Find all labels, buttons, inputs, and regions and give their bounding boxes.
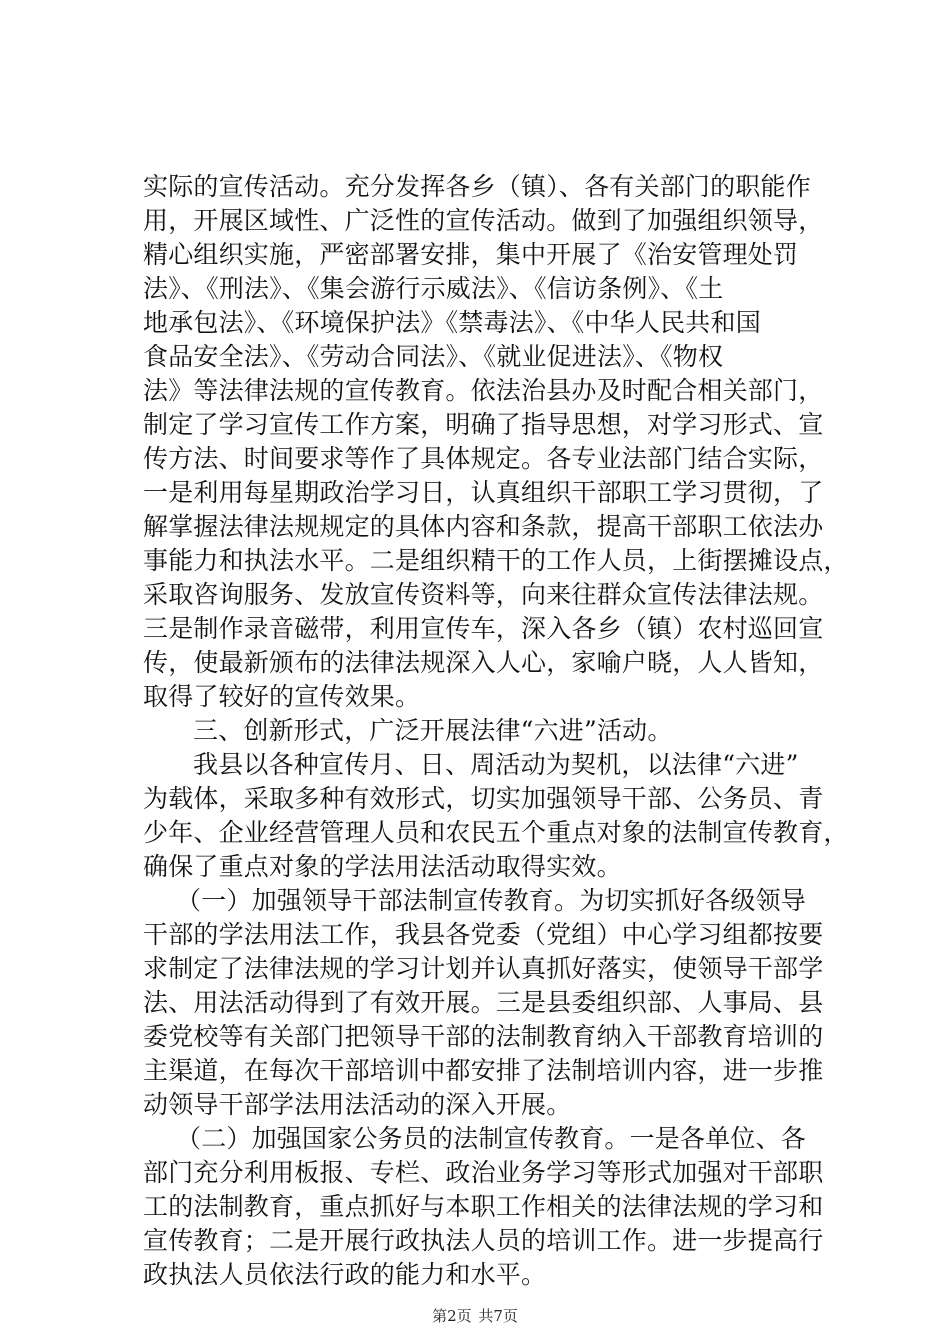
- text-line: 用，开展区域性、广泛性的宣传活动。做到了加强组织领导，: [143, 206, 824, 235]
- text-line: 采取咨询服务、发放宣传资料等，向来往群众宣传法律法规。: [143, 580, 824, 609]
- text-line: 事能力和执法水平。二是组织精干的工作人员，上街摆摊设点，: [143, 546, 849, 575]
- page-total: 共7页: [478, 1307, 518, 1325]
- text-line: 一是利用每星期政治学习日，认真组织干部职工学习贯彻，了: [143, 478, 824, 507]
- page-footer: [0, 1305, 950, 1326]
- text-line: 解掌握法律法规规定的具体内容和条款，提高干部职工依法办: [143, 512, 824, 541]
- text-line: 少年、企业经营管理人员和农民五个重点对象的法制宣传教育，: [143, 818, 849, 847]
- text-line: 精心组织实施，严密部署安排，集中开展了《治安管理处罚: [143, 240, 799, 269]
- text-line: 食品安全法》、《劳动合同法》、《就业促进法》、《物权: [143, 342, 724, 371]
- text-line: （一）加强领导干部法制宣传教育。为切实抓好各级领导: [176, 886, 807, 915]
- text-line: 确保了重点对象的学法用法活动取得实效。: [143, 852, 622, 881]
- text-line: 法》、《刑法》、《集会游行示威法》、《信访条例》、《土: [143, 274, 724, 303]
- text-line: 主渠道，在每次干部培训中都安排了法制培训内容，进一步推: [143, 1056, 824, 1085]
- text-line: 三是制作录音磁带，利用宣传车，深入各乡（镇）农村巡回宣: [143, 614, 824, 643]
- section-heading: 三、创新形式，广泛开展法律“六进”活动。: [193, 716, 673, 745]
- text-line: 我县以各种宣传月、日、周活动为契机，以法律“六进”: [193, 750, 799, 779]
- text-line: 制定了学习宣传工作方案，明确了指导思想，对学习形式、宣: [143, 410, 824, 439]
- text-line: 传方法、时间要求等作了具体规定。各专业法部门结合实际，: [143, 444, 824, 473]
- text-line: （二）加强国家公务员的法制宣传教育。一是各单位、各: [176, 1124, 807, 1153]
- text-line: 干部的学法用法工作，我县各党委（党组）中心学习组都按要: [143, 920, 824, 949]
- text-line: 法》等法律法规的宣传教育。依法治县办及时配合相关部门，: [143, 376, 824, 405]
- text-line: 政执法人员依法行政的能力和水平。: [143, 1260, 547, 1289]
- text-line: 法、用法活动得到了有效开展。三是县委组织部、人事局、县: [143, 988, 824, 1017]
- text-line: 实际的宣传活动。充分发挥各乡（镇）、各有关部门的职能作: [143, 172, 811, 201]
- text-line: 为载体，采取多种有效形式，切实加强领导干部、公务员、青: [143, 784, 824, 813]
- text-line: 取得了较好的宣传效果。: [143, 682, 421, 711]
- text-line: 宣传教育；二是开展行政执法人员的培训工作。进一步提高行: [143, 1226, 824, 1255]
- page-number: 第2页: [432, 1307, 472, 1325]
- text-line: 传，使最新颁布的法律法规深入人心，家喻户晓，人人皆知，: [143, 648, 824, 677]
- text-line: 委党校等有关部门把领导干部的法制教育纳入干部教育培训的: [143, 1022, 824, 1051]
- text-line: 地承包法》、《环境保护法》《禁毒法》、《中华人民共和国: [143, 308, 761, 337]
- text-line: 动领导干部学法用法活动的深入开展。: [143, 1090, 572, 1119]
- text-line: 求制定了法律法规的学习计划并认真抓好落实，使领导干部学: [143, 954, 824, 983]
- text-line: 部门充分利用板报、专栏、政治业务学习等形式加强对干部职: [143, 1158, 824, 1187]
- text-line: 工的法制教育，重点抓好与本职工作相关的法律法规的学习和: [143, 1192, 824, 1221]
